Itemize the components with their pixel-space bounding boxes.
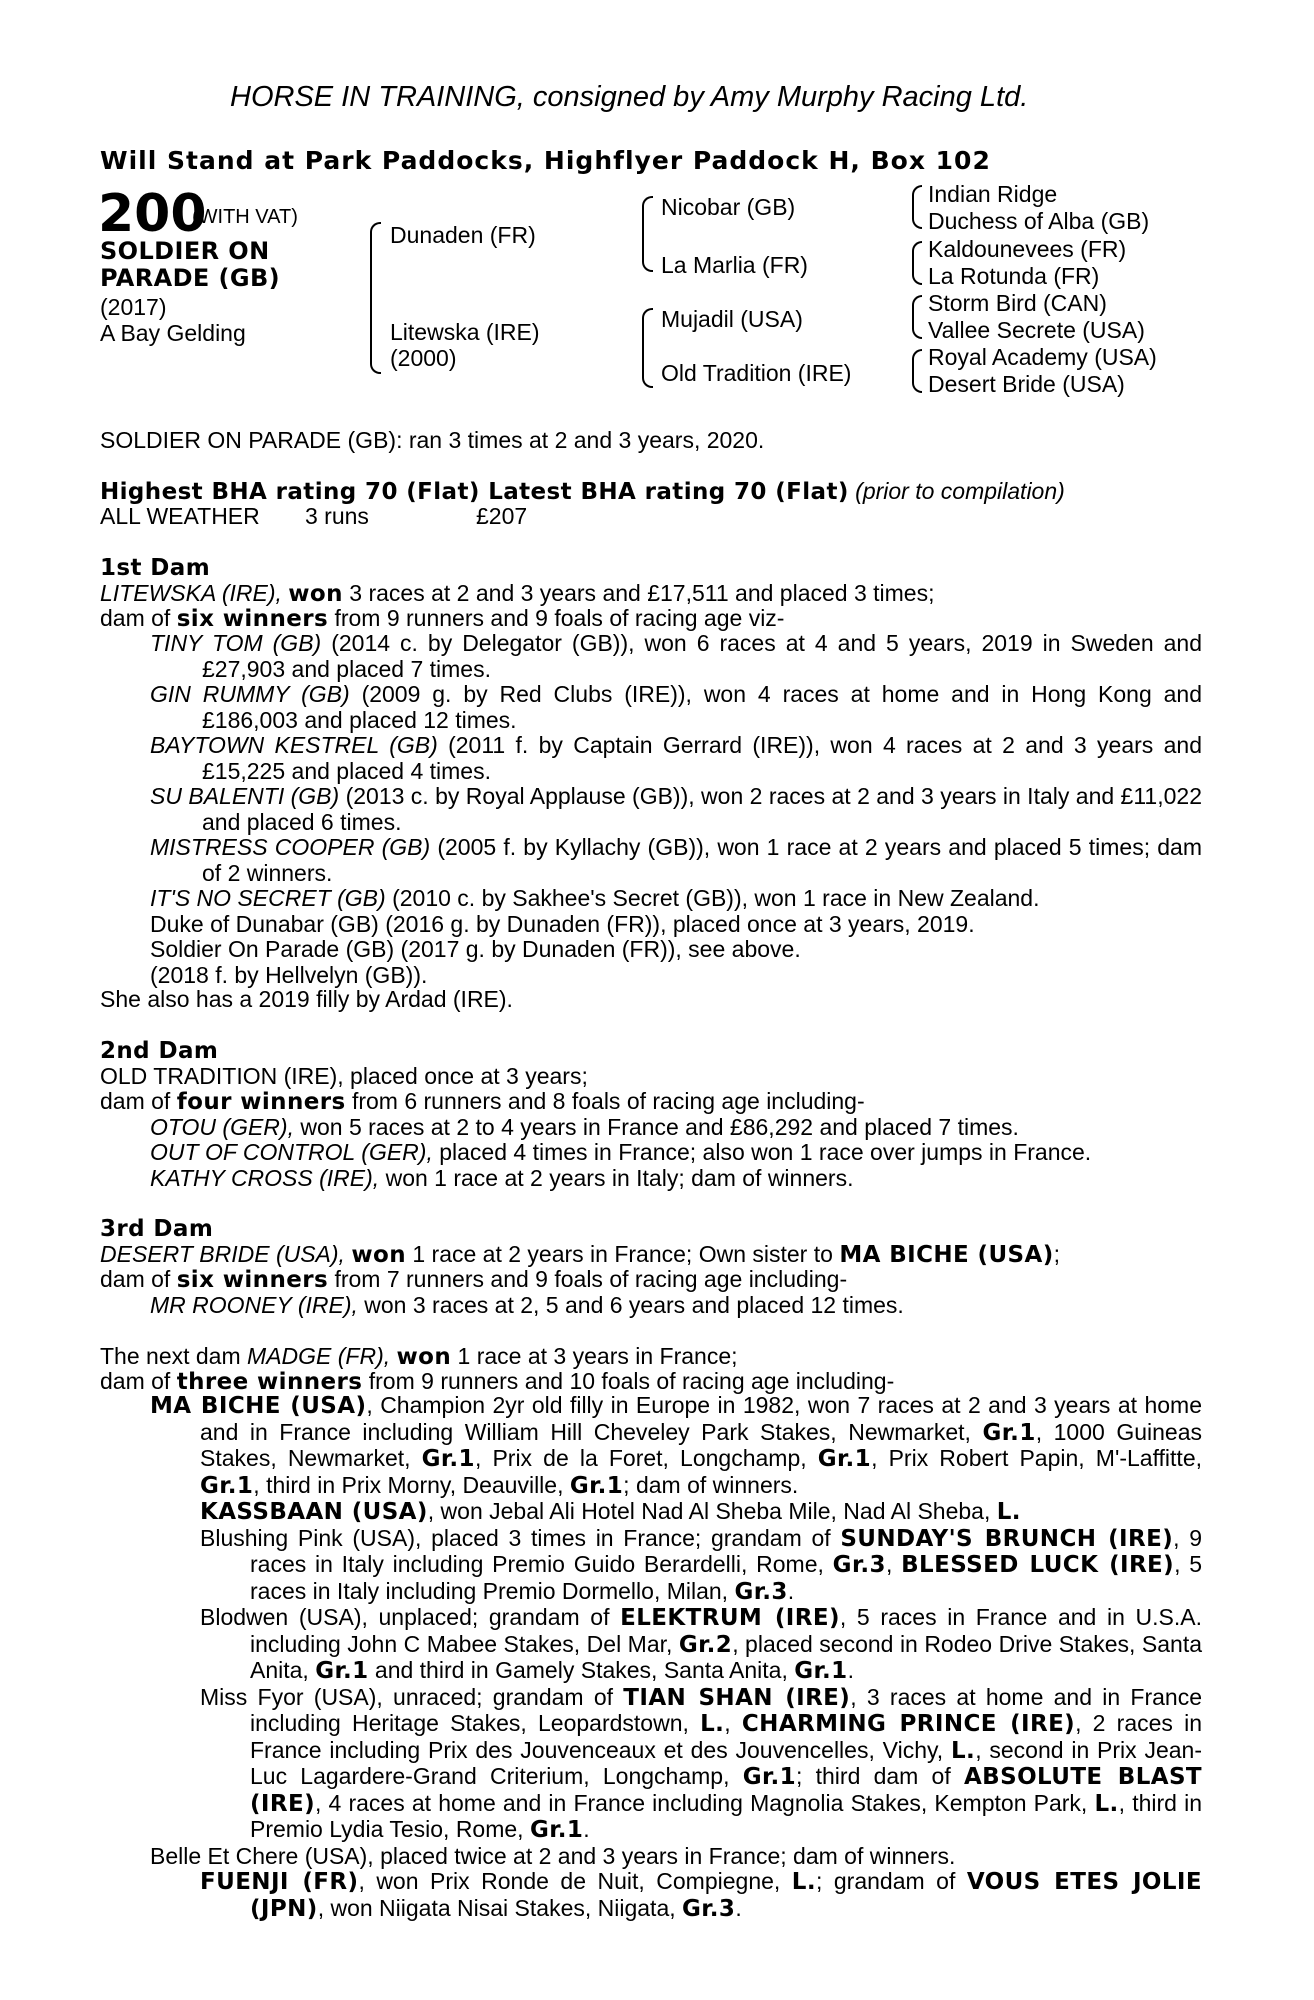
nextdam-winners: three winners: [176, 1369, 363, 1395]
dam3-winners: six winners: [176, 1267, 329, 1293]
listed-grade: L.: [1094, 1790, 1119, 1817]
ancestor-4: La Rotunda (FR): [928, 263, 1100, 289]
group-grade: Gr.2: [678, 1631, 733, 1658]
record-text: ; grandam of: [816, 1868, 956, 1894]
nextdam-progeny: [150, 1393, 1202, 1922]
progeny-name: ELEKTRUM (IRE): [620, 1605, 840, 1631]
record-text: Blodwen (USA), unplaced; grandam of: [200, 1604, 610, 1630]
pedigree-brace: [912, 185, 922, 229]
surface: ALL WEATHER: [100, 503, 260, 529]
dam1-runners: from 9 runners and 9 foals of racing age viz-: [334, 605, 785, 631]
dam1-record: 3 races at 2 and 3 years and £17,511 and placed 3 times;: [349, 580, 935, 606]
group-grade: Gr.3: [734, 1578, 788, 1605]
dam3-dam-of: dam of: [100, 1266, 171, 1292]
group-grade: Gr.1: [794, 1658, 848, 1684]
foaling-year: (2017): [100, 294, 167, 320]
nextdam-label: The next dam: [100, 1343, 241, 1369]
horse-name-line2: PARADE (GB): [100, 264, 281, 292]
ancestor-1: Indian Ridge: [928, 181, 1058, 207]
listed-grade: L.: [996, 1499, 1021, 1525]
record-text: , 4 races at home and in France including Magnolia Stakes, Kempton Park,: [315, 1789, 1088, 1816]
nextdam-dam-of: dam of: [100, 1368, 171, 1394]
ancestor-7: Royal Academy (USA): [928, 344, 1157, 370]
nextdam-runners: from 9 runners and 10 foals of racing age including-: [368, 1368, 895, 1394]
bha-rating-note: (prior to compilation): [855, 478, 1065, 504]
record-text: , 2 races in France including Prix des Jouvenceaux et des Jouvencelles, Vichy,: [250, 1710, 1202, 1763]
progeny-name: SUNDAY'S BRUNCH (IRE): [840, 1525, 1174, 1552]
record-text: ; dam of winners.: [623, 1471, 799, 1498]
foal-record: (2010 c. by Sakhee's Secret (GB)), won 1 race in New Zealand.: [392, 885, 1040, 911]
list-item: [150, 1114, 1019, 1140]
foal-record: (2005 f. by Kyllachy (GB)), won 1 race at 2 years and placed 5 times; dam of 2 winners.: [202, 834, 1202, 886]
horse-description: A Bay Gelding: [100, 320, 246, 346]
progeny-name: OTOU (GER),: [150, 1114, 294, 1140]
dam2-heading: 2nd Dam: [100, 1038, 219, 1064]
dam1-foal-list: [150, 631, 1202, 988]
progeny-name: FUENJI (FR): [200, 1869, 359, 1895]
ancestor-3: Kaldounevees (FR): [928, 236, 1127, 262]
list-item: [150, 835, 1202, 886]
ancestor-8: Desert Bride (USA): [928, 371, 1125, 397]
progeny-name: ABSOLUTE BLAST (IRE): [250, 1764, 1203, 1817]
dam3-line1: [100, 1241, 1060, 1268]
list-item: [150, 733, 1202, 784]
list-item: [150, 1165, 853, 1191]
surface-prize-money: £207: [476, 503, 528, 529]
dam3-heading: 3rd Dam: [100, 1216, 214, 1242]
progeny-name: TIAN SHAN (IRE): [623, 1684, 851, 1711]
bha-rating-bold: Highest BHA rating 70 (Flat) Latest BHA rating 70 (Flat): [100, 479, 849, 505]
stand-location: Will Stand at Park Paddocks, Highflyer Paddock H, Box 102: [100, 146, 991, 175]
record-text: , 5 races in Italy including Premio Dormello, Milan,: [250, 1551, 1203, 1604]
record-text: , won Prix Ronde de Nuit, Compiegne,: [358, 1868, 781, 1894]
list-item: [150, 1292, 904, 1318]
nextdam-line1: [100, 1343, 738, 1370]
belle-et-chere-produce: [150, 1869, 1202, 1922]
list-item: [150, 1139, 1091, 1165]
dam2-runners: from 6 runners and 8 foals of racing age including-: [351, 1088, 865, 1114]
group-grade: Gr.1: [742, 1764, 796, 1790]
dam-dam: Old Tradition (IRE): [661, 360, 852, 386]
progeny-name: MR ROONEY (IRE),: [150, 1292, 358, 1318]
record-text: , Prix Robert Papin, M'-Laffitte,: [871, 1445, 1203, 1471]
dam2-dam-of: dam of: [100, 1088, 171, 1114]
nextdam-line2: [100, 1368, 894, 1395]
dam1-winners: six winners: [176, 606, 329, 632]
nextdam-name: MADGE (FR),: [247, 1343, 391, 1369]
pedigree-brace: [642, 308, 653, 388]
dam2-line2: [100, 1088, 865, 1115]
group-grade: Gr.1: [200, 1472, 254, 1499]
list-item: [150, 886, 1202, 912]
dam1-heading: 1st Dam: [100, 555, 211, 581]
record-text: , 5 races in France and in U.S.A. including John C Mabee Stakes, Del Mar,: [250, 1604, 1202, 1657]
dam1-line1: [100, 580, 934, 607]
record-text: ; third dam of: [796, 1763, 951, 1789]
foal-name: IT'S NO SECRET (GB): [150, 885, 386, 911]
record-text: , 1000 Guineas Stakes, Newmarket,: [200, 1418, 1202, 1471]
dam: Litewska (IRE): [390, 319, 540, 345]
record-text: Blushing Pink (USA), placed 3 times in France; grandam of: [200, 1524, 831, 1551]
dam3-line2: [100, 1266, 847, 1293]
list-item: [150, 784, 1202, 835]
record-text: , Prix de la Foret, Longchamp,: [474, 1445, 807, 1471]
list-item: (2018 f. by Hellvelyn (GB)).: [150, 961, 428, 988]
lot-number: 200: [98, 184, 207, 244]
foal-name: MISTRESS COOPER (GB): [150, 834, 431, 860]
progeny-record: won 3 races at 2, 5 and 6 years and placed 12 times.: [364, 1292, 904, 1318]
list-item: Belle Et Chere (USA), placed twice at 2 and 3 years in France; dam of winners.: [150, 1842, 956, 1869]
list-item: [150, 1393, 1202, 1499]
race-summary: SOLDIER ON PARADE (GB): ran 3 times at 2 and 3 years, 2020.: [100, 427, 765, 453]
listed-grade: L.: [791, 1869, 816, 1895]
record-text: and third in Gamely Stakes, Santa Anita,: [374, 1657, 788, 1683]
nextdam-won: won: [396, 1344, 452, 1370]
foal-record: (2013 c. by Royal Applause (GB)), won 2 races at 2 and 3 years in Italy and £11,022 and placed 6 times.: [202, 783, 1202, 835]
list-item: [150, 631, 1202, 682]
list-item: Duke of Dunabar (GB) (2016 g. by Dunaden (FR)), placed once at 3 years, 2019.: [150, 910, 975, 937]
pedigree-brace: [642, 196, 653, 272]
dam2-winners: four winners: [176, 1089, 346, 1115]
progeny-record: won 1 race at 2 years in Italy; dam of winners.: [385, 1165, 854, 1191]
dam1-name: LITEWSKA (IRE),: [100, 580, 282, 606]
progeny-record: placed 4 times in France; also won 1 race over jumps in France.: [439, 1139, 1092, 1165]
sire: Dunaden (FR): [390, 222, 536, 248]
record-text: , Champion 2yr old filly in Europe in 1982, won 7 races at 2 and 3 years at home and in France including William Hill Cheveley Park Stakes, Newmarket,: [200, 1392, 1202, 1445]
foal-name: GIN RUMMY (GB): [150, 681, 350, 707]
group-grade: Gr.1: [982, 1419, 1036, 1446]
progeny-name: KATHY CROSS (IRE),: [150, 1165, 380, 1191]
list-item: Blodwen (USA), unplaced; grandam of ELEKTRUM (IRE), 5 races in France and in U.S.A. including John C Mabee Stakes, Del Mar, Gr.2, placed second in Rodeo Drive Stakes, Santa Anita, Gr.1 and third in Gamely Stakes, Santa Anita, Gr.1.: [200, 1604, 1203, 1684]
list-item: [150, 682, 1202, 733]
group-grade: Gr.3: [682, 1895, 736, 1922]
group-grade: Gr.1: [529, 1817, 584, 1843]
dam2-line1: OLD TRADITION (IRE), placed once at 3 years;: [100, 1063, 588, 1089]
horse-name-line1: SOLDIER ON: [100, 237, 270, 265]
dam-year: (2000): [390, 345, 457, 371]
group-grade: Gr.1: [569, 1472, 624, 1499]
dam1-also-note: She also has a 2019 filly by Ardad (IRE).: [100, 986, 513, 1012]
pedigree-brace: [912, 349, 922, 393]
progeny-name: KASSBAAN (USA): [200, 1499, 428, 1525]
record-text: , placed second in Rodeo Drive Stakes, Santa Anita,: [250, 1630, 1203, 1683]
ancestor-5: Storm Bird (CAN): [928, 290, 1107, 316]
list-item: Soldier On Parade (GB) (2017 g. by Dunaden (FR)), see above.: [150, 936, 801, 962]
dam3-won: won: [351, 1242, 406, 1268]
record-text: , 3 races at home and in France including Heritage Stakes, Leopardstown,: [250, 1683, 1203, 1736]
record-text: , third in Prix Morny, Deauville,: [253, 1471, 564, 1498]
record-text: Miss Fyor (USA), unraced; grandam of: [200, 1683, 614, 1710]
list-item: FUENJI (FR), won Prix Ronde de Nuit, Compiegne, L.; grandam of VOUS ETES JOLIE (JPN), won Niigata Nisai Stakes, Niigata, Gr.3.: [200, 1868, 1202, 1922]
list-item: Miss Fyor (USA), unraced; grandam of TIAN SHAN (IRE), 3 races at home and in France including Heritage Stakes, Leopardstown, L., CHARMING PRINCE (IRE), 2 races in France including Prix des Jouvenceaux et des Jouvencelles, Vichy, L., second in Prix Jean-Luc Lagardere-Grand Criterium, Longchamp, Gr.1; third dam of ABSOLUTE BLAST (IRE), 4 races at home and in France including Magnolia Stakes, Kempton Park, L., third in Premio Lydia Tesio, Rome, Gr.1.: [200, 1683, 1203, 1843]
progeny-name: BLESSED LUCK (IRE): [901, 1552, 1175, 1578]
dam3-name: DESERT BRIDE (USA),: [100, 1241, 345, 1267]
vat-note: (WITH VAT): [192, 206, 298, 228]
dam1-line2: [100, 605, 784, 632]
pedigree-brace: [912, 295, 922, 339]
sire-sire: Nicobar (GB): [661, 194, 796, 220]
foal-name: BAYTOWN KESTREL (GB): [150, 732, 438, 758]
page-header: HORSE IN TRAINING, consigned by Amy Murphy Racing Ltd.: [230, 81, 1029, 113]
ma-biche-produce: [150, 1499, 1202, 1844]
dam1-dam-of: dam of: [100, 605, 171, 631]
dam3-sister-name: MA BICHE (USA): [839, 1242, 1054, 1268]
progeny-name: VOUS ETES JOLIE (JPN): [250, 1869, 1202, 1922]
dam3-line1-end: ;: [1053, 1241, 1060, 1267]
ancestor-2: Duchess of Alba (GB): [928, 208, 1150, 234]
group-grade: Gr.3: [832, 1552, 886, 1578]
record-text: , third in Premio Lydia Tesio, Rome,: [250, 1789, 1202, 1842]
progeny-name: MA BICHE (USA): [150, 1393, 367, 1419]
progeny-name: CHARMING PRINCE (IRE): [741, 1711, 1076, 1737]
sire-dam: La Marlia (FR): [661, 252, 808, 278]
record-text: , 9 races in Italy including Premio Guido Berardelli, Rome,: [250, 1524, 1202, 1577]
foal-name: SU BALENTI (GB): [150, 783, 340, 809]
list-item: [200, 1499, 1202, 1526]
progeny-name: OUT OF CONTROL (GER),: [150, 1139, 433, 1165]
record-text: , won Jebal Ali Hotel Nad Al Sheba Mile, Nad Al Sheba,: [427, 1498, 991, 1524]
foal-name: TINY TOM (GB): [150, 630, 322, 656]
pedigree-brace: [370, 222, 381, 374]
list-item: Blushing Pink (USA), placed 3 times in France; grandam of SUNDAY'S BRUNCH (IRE), 9 races in Italy including Premio Guido Berardelli, Rome, Gr.3, BLESSED LUCK (IRE), 5 races in Italy including Premio Dormello, Milan, Gr.3.: [200, 1524, 1203, 1605]
dam3-runners: from 7 runners and 9 foals of racing age including-: [334, 1266, 848, 1292]
surface-runs: 3 runs: [305, 503, 369, 529]
dam-sire: Mujadil (USA): [661, 306, 803, 332]
group-grade: Gr.1: [421, 1446, 475, 1472]
foal-record: (2014 c. by Delegator (GB)), won 6 races at 4 and 5 years, 2019 in Sweden and £27,903 and placed 7 times.: [202, 630, 1202, 682]
nextdam-record: 1 race at 3 years in France;: [457, 1343, 738, 1369]
dam1-won: won: [288, 581, 343, 607]
progeny-record: won 5 races at 2 to 4 years in France and £86,292 and placed 7 times.: [300, 1114, 1019, 1140]
bha-rating: [100, 478, 1065, 505]
record-text: , second in Prix Jean-Luc Lagardere-Grand Criterium, Longchamp,: [250, 1736, 1203, 1789]
pedigree-brace: [912, 241, 922, 285]
listed-grade: L.: [950, 1737, 976, 1764]
ancestor-6: Vallee Secrete (USA): [928, 317, 1145, 343]
foal-record: (2011 f. by Captain Gerrard (IRE)), won 4 races at 2 and 3 years and £15,225 and placed 4 times.: [202, 732, 1202, 784]
group-grade: Gr.1: [315, 1658, 369, 1684]
dam3-record: 1 race at 2 years in France; Own sister to: [412, 1241, 833, 1267]
foal-record: (2009 g. by Red Clubs (IRE)), won 4 races at home and in Hong Kong and £186,003 and placed 12 times.: [202, 681, 1203, 733]
record-text: , won Niigata Nisai Stakes, Niigata,: [317, 1894, 676, 1921]
listed-grade: L.: [700, 1711, 725, 1737]
group-grade: Gr.1: [817, 1446, 872, 1472]
